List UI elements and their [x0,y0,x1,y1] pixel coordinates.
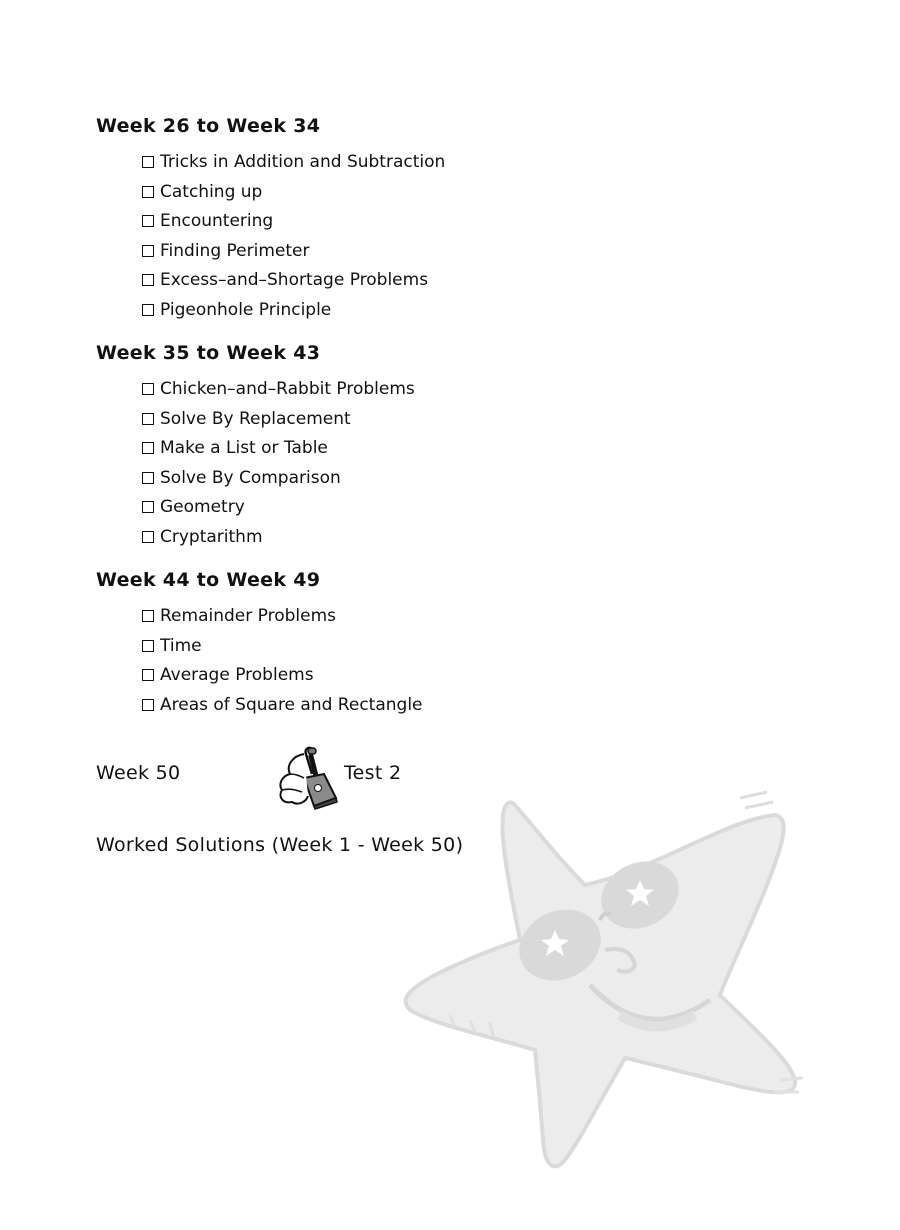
topic-list-week-26-34 [142,148,796,325]
topic-label: Catching up [160,181,263,202]
topic-label: Cryptarithm [160,526,263,547]
checkbox-icon[interactable] [142,274,154,286]
topic-item[interactable] [142,691,796,721]
topic-item[interactable] [142,661,796,691]
checkbox-icon[interactable] [142,304,154,316]
topic-label: Encountering [160,211,274,231]
topic-item[interactable] [142,178,796,208]
checkbox-icon[interactable] [142,669,154,681]
topic-item[interactable] [142,296,796,326]
topic-label: Geometry [160,497,245,517]
topic-item[interactable] [142,632,796,662]
checkbox-icon[interactable] [142,383,154,395]
topic-list-week-35-43 [142,375,796,552]
checkbox-icon[interactable] [142,501,154,513]
topic-label: Remainder Problems [160,606,336,626]
checkbox-icon[interactable] [142,413,154,425]
topic-item[interactable] [142,523,796,553]
topic-label: Pigeonhole Principle [160,299,332,320]
week-50-label: Week 50 [96,762,181,784]
hand-stamp-icon [274,744,346,810]
section-title-week-26-34: Week 26 to Week 34 [96,115,321,137]
topic-label: Solve By Comparison [160,467,341,488]
section-title-week-44-49: Week 44 to Week 49 [96,569,321,591]
topic-item[interactable] [142,207,796,237]
topic-label: Tricks in Addition and Subtraction [160,152,446,172]
topic-item[interactable] [142,493,796,523]
topic-item[interactable] [142,464,796,494]
checkbox-icon[interactable] [142,245,154,257]
topic-item[interactable] [142,148,796,178]
topic-label: Make a List or Table [160,438,328,458]
checkbox-icon[interactable] [142,472,154,484]
topic-item[interactable] [142,266,796,296]
topic-label: Finding Perimeter [160,240,310,261]
checkbox-icon[interactable] [142,699,154,711]
checkbox-icon[interactable] [142,531,154,543]
worked-solutions-title: Worked Solutions (Week 1 - Week 50) [96,834,464,856]
section-title-week-35-43: Week 35 to Week 43 [96,342,321,364]
topic-label: Excess–and–Shortage Problems [160,270,429,290]
topic-label: Time [160,635,202,656]
topic-label: Areas of Square and Rectangle [160,694,423,715]
checkbox-icon[interactable] [142,442,154,454]
topic-item[interactable] [142,434,796,464]
checkbox-icon[interactable] [142,640,154,652]
checkbox-icon[interactable] [142,215,154,227]
topic-label: Chicken–and–Rabbit Problems [160,379,415,399]
topic-label: Average Problems [160,665,314,685]
topic-item[interactable] [142,375,796,405]
checkbox-icon[interactable] [142,610,154,622]
topic-item[interactable] [142,405,796,435]
topic-item[interactable] [142,237,796,267]
topic-list-week-44-49 [142,602,796,720]
topic-item[interactable] [142,602,796,632]
table-of-contents [96,112,796,856]
week-50-row [96,746,796,810]
checkbox-icon[interactable] [142,186,154,198]
checkbox-icon[interactable] [142,156,154,168]
topic-label: Solve By Replacement [160,408,351,429]
test-2-label: Test 2 [344,762,402,784]
